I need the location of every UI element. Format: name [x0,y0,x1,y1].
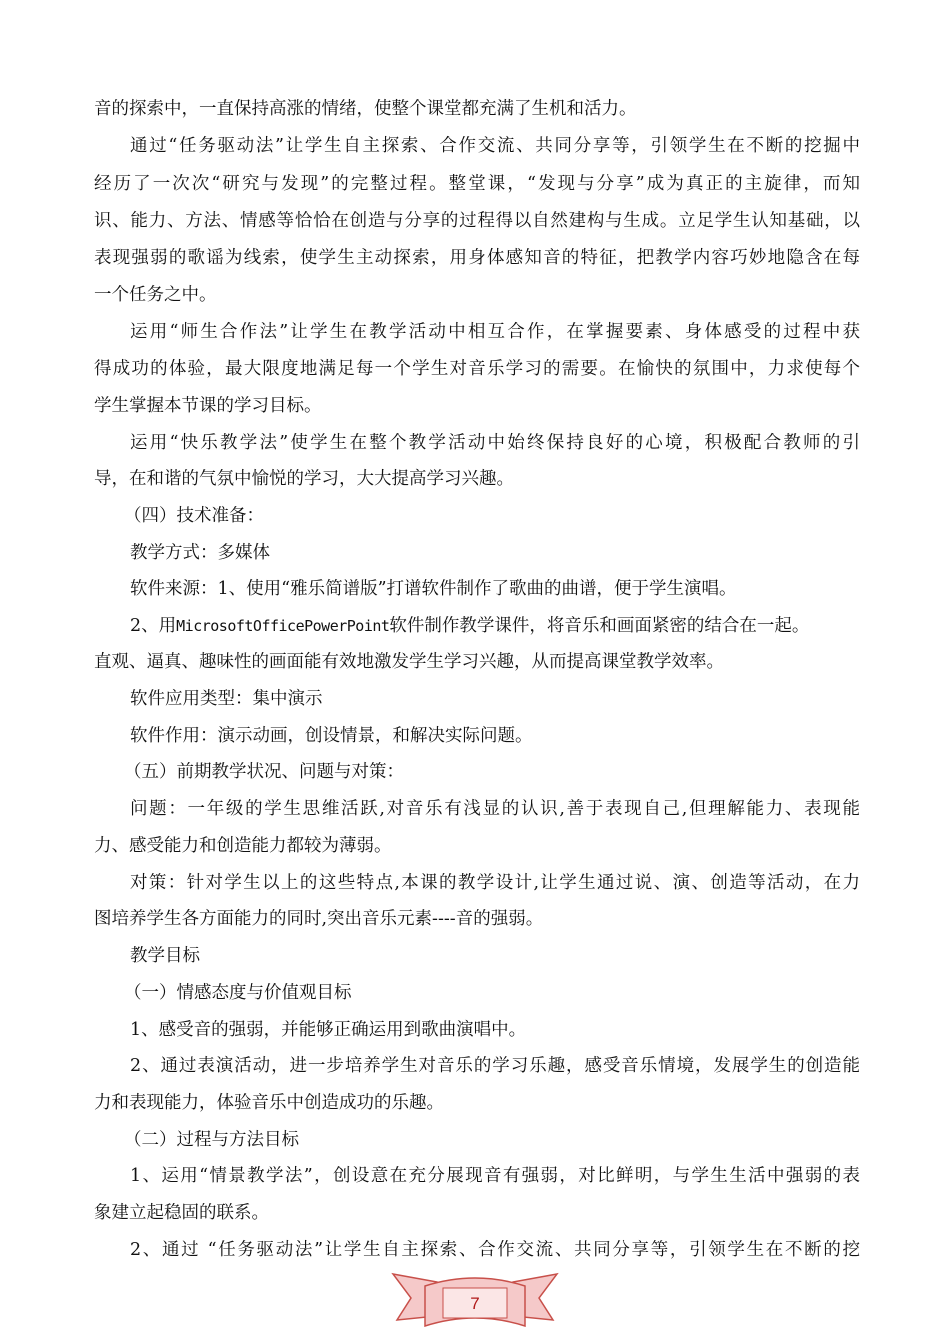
text-line: 导，在和谐的气氛中愉悦的学习，大大提高学习兴趣。 [94,469,514,489]
text-line: 软件应用类型：集中演示 [130,689,323,709]
section-heading: 教学目标 [130,946,200,966]
section-heading: （一）情感态度与价值观目标 [124,983,352,1003]
text-line: 力、感受能力和创造能力都较为薄弱。 [94,836,392,856]
page-number-ribbon [391,1258,559,1336]
section-heading: （四）技术准备： [124,506,264,526]
software-name: MicrosoftOfficePowerPoint [176,617,390,635]
text-span: 软件制作教学课件，将音乐和画面紧密的结合在一起。 [389,616,810,636]
section-heading: （五）前期教学状况、问题与对策： [124,762,404,782]
page-number: 7 [470,1294,480,1313]
text-line: 对策：针对学生以上的这些特点,本课的教学设计,让学生通过说、演、创造等活动，在力 [130,873,860,893]
text-line: 得成功的体验，最大限度地满足每一个学生对音乐学习的需要。在愉快的氛围中，力求使每个 [94,359,860,379]
text-line: 通过“任务驱动法”让学生自主探索、合作交流、共同分享等，引领学生在不断的挖掘中 [130,136,860,156]
text-line: 一个任务之中。 [94,285,217,305]
text-span: 2、用 [130,616,177,636]
text-line: 1、运用“情景教学法”，创设意在充分展现音有强弱，对比鲜明，与学生生活中强弱的表 [130,1166,860,1186]
text-line: 经历了一次次“研究与发现”的完整过程。整堂课，“发现与分享”成为真正的主旋律，而知 [94,174,860,194]
text-line: 软件作用：演示动画，创设情景，和解决实际问题。 [130,726,533,746]
text-line: 表现强弱的歌谣为线索，使学生主动探索，用身体感知音的特征，把教学内容巧妙地隐含在每 [94,248,860,268]
text-line: 2、通过表演活动，进一步培养学生对音乐的学习乐趣，感受音乐情境，发展学生的创造能 [130,1056,860,1076]
text-line: 象建立起稳固的联系。 [94,1203,269,1223]
text-line: 运用“快乐教学法”使学生在整个教学活动中始终保持良好的心境，积极配合教师的引 [130,433,860,453]
text-line: 2、通过 “任务驱动法”让学生自主探索、合作交流、共同分享等，引领学生在不断的挖 [130,1240,860,1260]
text-line: 识、能力、方法、情感等恰恰在创造与分享的过程得以自然建构与生成。立足学生认知基础，以 [94,211,860,231]
text-line: 教学方式：多媒体 [130,543,270,563]
text-line [130,614,860,638]
text-line: 运用“师生合作法”让学生在教学活动中相互合作，在掌握要素、身体感受的过程中获 [130,322,860,342]
text-line: 1、感受音的强弱，并能够正确运用到歌曲演唱中。 [130,1020,527,1040]
text-line: 问题：一年级的学生思维活跃,对音乐有浅显的认识,善于表现自己,但理解能力、表现能 [130,799,860,819]
section-heading: （二）过程与方法目标 [124,1130,299,1150]
text-line: 力和表现能力，体验音乐中创造成功的乐趣。 [94,1093,444,1113]
text-line: 图培养学生各方面能力的同时,突出音乐元素----音的强弱。 [94,909,544,929]
text-line: 学生掌握本节课的学习目标。 [94,396,322,416]
text-line: 直观、逼真、趣味性的画面能有效地激发学生学习兴趣，从而提高课堂教学效率。 [94,652,724,672]
text-line: 音的探索中，一直保持高涨的情绪，使整个课堂都充满了生机和活力。 [94,99,637,119]
text-line: 软件来源：1、使用“雅乐简谱版”打谱软件制作了歌曲的曲谱，便于学生演唱。 [130,579,737,599]
